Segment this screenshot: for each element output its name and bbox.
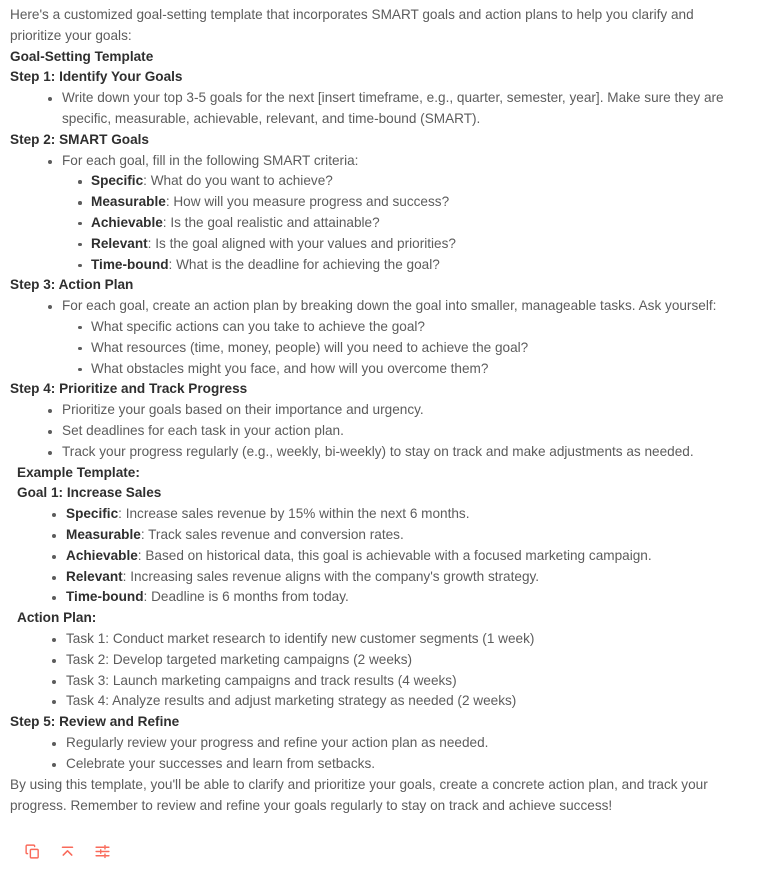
list-item [52, 525, 748, 546]
list-item: Write down your top 3-5 goals for the next [insert timeframe, e.g., quarter, semester, year]. Make sure they are specific, measurable, achievable, relevant, and time-bound (SMART). [48, 88, 748, 130]
criterion-label: Relevant [66, 568, 123, 584]
list-item: Task 4: Analyze results and adjust marketing strategy as needed (2 weeks) [52, 691, 748, 712]
heading-step-3: Step 3: Action Plan [10, 277, 134, 293]
criterion-label: Specific [91, 173, 144, 189]
adjust-button[interactable] [88, 837, 116, 865]
criterion-text: : How will you measure progress and success? [165, 194, 450, 210]
list-item: Task 3: Launch marketing campaigns and track results (4 weeks) [52, 671, 748, 692]
list-item: What resources (time, money, people) will you need to achieve the goal? [78, 338, 748, 359]
sublist-action-questions [48, 317, 748, 379]
list-item: Regularly review your progress and refine your action plan as needed. [52, 733, 748, 754]
list-item: What specific actions can you take to achieve the goal? [78, 317, 748, 338]
list-item [78, 192, 748, 213]
list-item [78, 171, 748, 192]
criterion-label: Time-bound [66, 589, 144, 605]
criterion-text: : Is the goal aligned with your values and priorities? [147, 235, 456, 251]
list-item [78, 255, 748, 276]
copy-icon [24, 843, 41, 860]
criterion-label: Specific [66, 506, 119, 522]
list-step-4 [10, 400, 748, 462]
criterion-text: : What do you want to achieve? [143, 173, 333, 189]
list-item: For each goal, create an action plan by breaking down the goal into smaller, manageable tasks. Ask yourself: [48, 296, 748, 317]
criterion-text: : Deadline is 6 months from today. [143, 589, 349, 605]
criterion-text: : Track sales revenue and conversion rates. [140, 526, 404, 542]
heading-action-plan: Action Plan: [17, 610, 97, 626]
list-item: For each goal, fill in the following SMART criteria: [48, 151, 748, 172]
list-item [52, 587, 748, 608]
criterion-label: Measurable [91, 194, 166, 210]
copy-button[interactable] [18, 837, 46, 865]
criterion-label: Achievable [91, 214, 163, 230]
sliders-icon [94, 843, 111, 860]
list-item: Task 2: Develop targeted marketing campaigns (2 weeks) [52, 650, 748, 671]
criterion-label: Relevant [91, 235, 148, 251]
criterion-text: : Increase sales revenue by 15% within the next 6 months. [118, 506, 470, 522]
criterion-label: Time-bound [91, 256, 169, 272]
list-step-3 [10, 296, 748, 379]
collapse-up-icon [59, 843, 76, 860]
collapse-button[interactable] [53, 837, 81, 865]
intro-paragraph: Here's a customized goal-setting template that incorporates SMART goals and action plans to help you clarify and prioritize your goals: [10, 7, 694, 43]
list-item [78, 234, 748, 255]
list-step-1 [10, 88, 748, 130]
list-action-plan-tasks [10, 629, 748, 712]
list-step-5 [10, 733, 748, 775]
list-item: Set deadlines for each task in your action plan. [48, 421, 748, 442]
heading-step-5: Step 5: Review and Refine [10, 714, 180, 730]
criterion-text: : Based on historical data, this goal is achievable with a focused marketing campaign. [137, 547, 652, 563]
heading-step-4: Step 4: Prioritize and Track Progress [10, 381, 248, 397]
list-step-2 [10, 151, 748, 276]
list-item [52, 504, 748, 525]
sublist-smart-criteria [48, 171, 748, 275]
criterion-label: Achievable [66, 547, 138, 563]
list-item: Track your progress regularly (e.g., weekly, bi-weekly) to stay on track and make adjustments as needed. [48, 442, 748, 463]
message-action-toolbar [10, 829, 748, 865]
heading-step-2: Step 2: SMART Goals [10, 131, 149, 147]
heading-example-template: Example Template: [17, 464, 140, 480]
response-title: Goal-Setting Template [10, 48, 154, 64]
list-goal-1-criteria [10, 504, 748, 608]
criterion-text: : What is the deadline for achieving the goal? [168, 256, 440, 272]
list-item [78, 213, 748, 234]
criterion-label: Measurable [66, 526, 141, 542]
list-item [52, 567, 748, 588]
list-item [52, 546, 748, 567]
criterion-text: : Is the goal realistic and attainable? [162, 214, 380, 230]
heading-step-1: Step 1: Identify Your Goals [10, 69, 183, 85]
list-item: Celebrate your successes and learn from setbacks. [52, 754, 748, 775]
heading-goal-1: Goal 1: Increase Sales [17, 485, 162, 501]
list-item: Prioritize your goals based on their importance and urgency. [48, 400, 748, 421]
list-item: What obstacles might you face, and how will you overcome them? [78, 359, 748, 380]
list-item: Task 1: Conduct market research to identify new customer segments (1 week) [52, 629, 748, 650]
closing-paragraph: By using this template, you'll be able to clarify and prioritize your goals, create a concrete action plan, and track your progress. Remember to review and refine your goals regularly to stay on track and achieve success! [10, 777, 708, 814]
criterion-text: : Increasing sales revenue aligns with the company's growth strategy. [122, 568, 540, 584]
